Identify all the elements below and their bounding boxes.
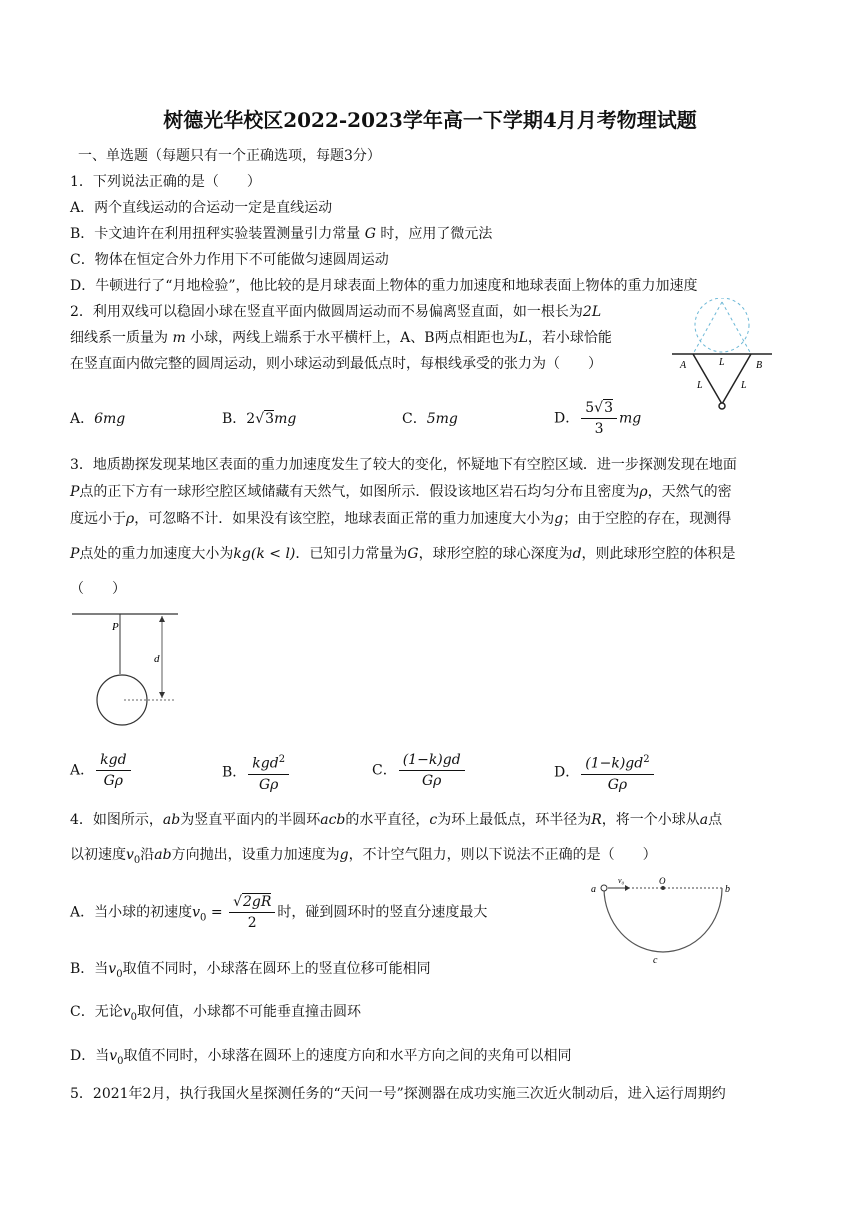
question-1-option-d: D．牛顿进行了“月地检验”，他比较的是月球表面上物体的重力加速度和地球表面上物体的重力加速度: [70, 278, 698, 294]
question-3-option-a: A． $\frac{\text{kgd}}{G\rho}$: [70, 750, 133, 791]
question-2-line-2: 细线系一质量为 m 小球，两线上端系于水平横杆上，A、B两点相距也为L，若小球恰能: [70, 330, 612, 346]
question-1-stem: 1．下列说法正确的是（ ）: [70, 174, 261, 190]
point-c-label: c: [653, 955, 658, 966]
question-4-line-2: 以初速度$v_0$沿ab方向抛出，设重力加速度为g，不计空气阻力，则以下说法不正确的是（ ）: [70, 847, 657, 866]
question-3-option-c: C． $\frac{(1-k)gd}{G\rho}$: [372, 750, 467, 791]
question-4-option-b: B．当$v_0$取值不同时，小球落在圆环上的竖直位移可能相同: [70, 961, 431, 980]
center-o-label: O: [659, 876, 666, 886]
question-3-option-b: B． $\frac{kgd^2}{G\rho}$: [222, 750, 291, 795]
question-4-option-d: D．当$v_0$取值不同时，小球落在圆环上的速度方向和水平方向之间的夹角可以相同: [70, 1048, 572, 1067]
question-3-option-d: D． $\frac{(1-k)gd^2}{G\rho}$: [554, 750, 656, 795]
question-2-option-c: C．5mg: [402, 411, 458, 427]
semicircle-ring-diagram: [588, 874, 734, 966]
section-heading: 一、单选题（每题只有一个正确选项，每题3分）: [78, 148, 381, 164]
point-b-label: B: [756, 360, 763, 371]
question-2-option-b: B．2√3mg: [222, 411, 297, 427]
question-2-line-1: 2．利用双线可以稳固小球在竖直平面内做圆周运动而不易偏离竖直面，如一根长为2L: [70, 304, 602, 320]
depth-d-label: d: [154, 653, 160, 665]
question-4-option-a: A．当小球的初速度$v_0$ = $\frac{√2gR}{2}$ 时，碰到圆环时的竖直分速度最大: [70, 894, 488, 931]
question-3-line-1: 3．地质勘探发现某地区表面的重力加速度发生了较大的变化，怀疑地下有空腔区域．进一步探测发现在地面: [70, 457, 737, 473]
question-3-line-3: 度远小于ρ，可忽略不计．如果没有该空腔，地球表面正常的重力加速度大小为g；由于空腔的存在，现测得: [70, 511, 732, 527]
point-a-label: A: [680, 360, 687, 371]
velocity-v0-label: v₀: [618, 876, 625, 885]
question-2-option-d: D． $\frac{5√3}{3}$ mg: [554, 400, 642, 437]
question-5-line-1: 5．2021年2月，执行我国火星探测任务的“天问一号”探测器在成功实施三次近火制动后，进入运行周期约: [70, 1086, 726, 1102]
length-label-right: L: [741, 380, 747, 391]
question-3-line-4: P点处的重力加速度大小为kg(k < l)．已知引力常量为G，球形空腔的球心深度为d，则此球形空腔的体积是: [70, 546, 736, 562]
double-string-pendulum-diagram: [670, 298, 774, 414]
question-1-option-c: C．物体在恒定合外力作用下不可能做匀速圆周运动: [70, 252, 389, 268]
question-1-option-b: B．卡文迪许在利用扭秤实验装置测量引力常量 G 时，应用了微元法: [70, 226, 493, 242]
spherical-cavity-diagram: [72, 606, 182, 736]
question-4-option-c: C．无论$v_0$取何值，小球都不可能垂直撞击圆环: [70, 1004, 362, 1023]
question-2-option-a: A．6mg: [70, 411, 126, 427]
question-3-line-2: P点的正下方有一球形空腔区域储藏有天然气，如图所示．假设该地区岩石均匀分布且密度为ρ，天然气的密: [70, 484, 732, 500]
length-label-left: L: [697, 380, 703, 391]
question-2-line-3: 在竖直面内做完整的圆周运动，则小球运动到最低点时，每根线承受的张力为（ ）: [70, 356, 602, 372]
question-1-option-a: A．两个直线运动的合运动一定是直线运动: [70, 200, 333, 216]
page-title: 树德光华校区2022-2023学年高一下学期4月月考物理试题: [163, 108, 697, 132]
question-3-line-5: （ ）: [70, 581, 126, 597]
point-b-label: b: [725, 884, 730, 895]
point-a-label: a: [591, 884, 596, 895]
point-p-label: P: [112, 621, 119, 633]
question-4-line-1: 4．如图所示，ab为竖直平面内的半圆环acb的水平直径，c为环上最低点，环半径为R，将一个小球从a点: [70, 812, 723, 828]
length-label-top: L: [719, 357, 725, 368]
